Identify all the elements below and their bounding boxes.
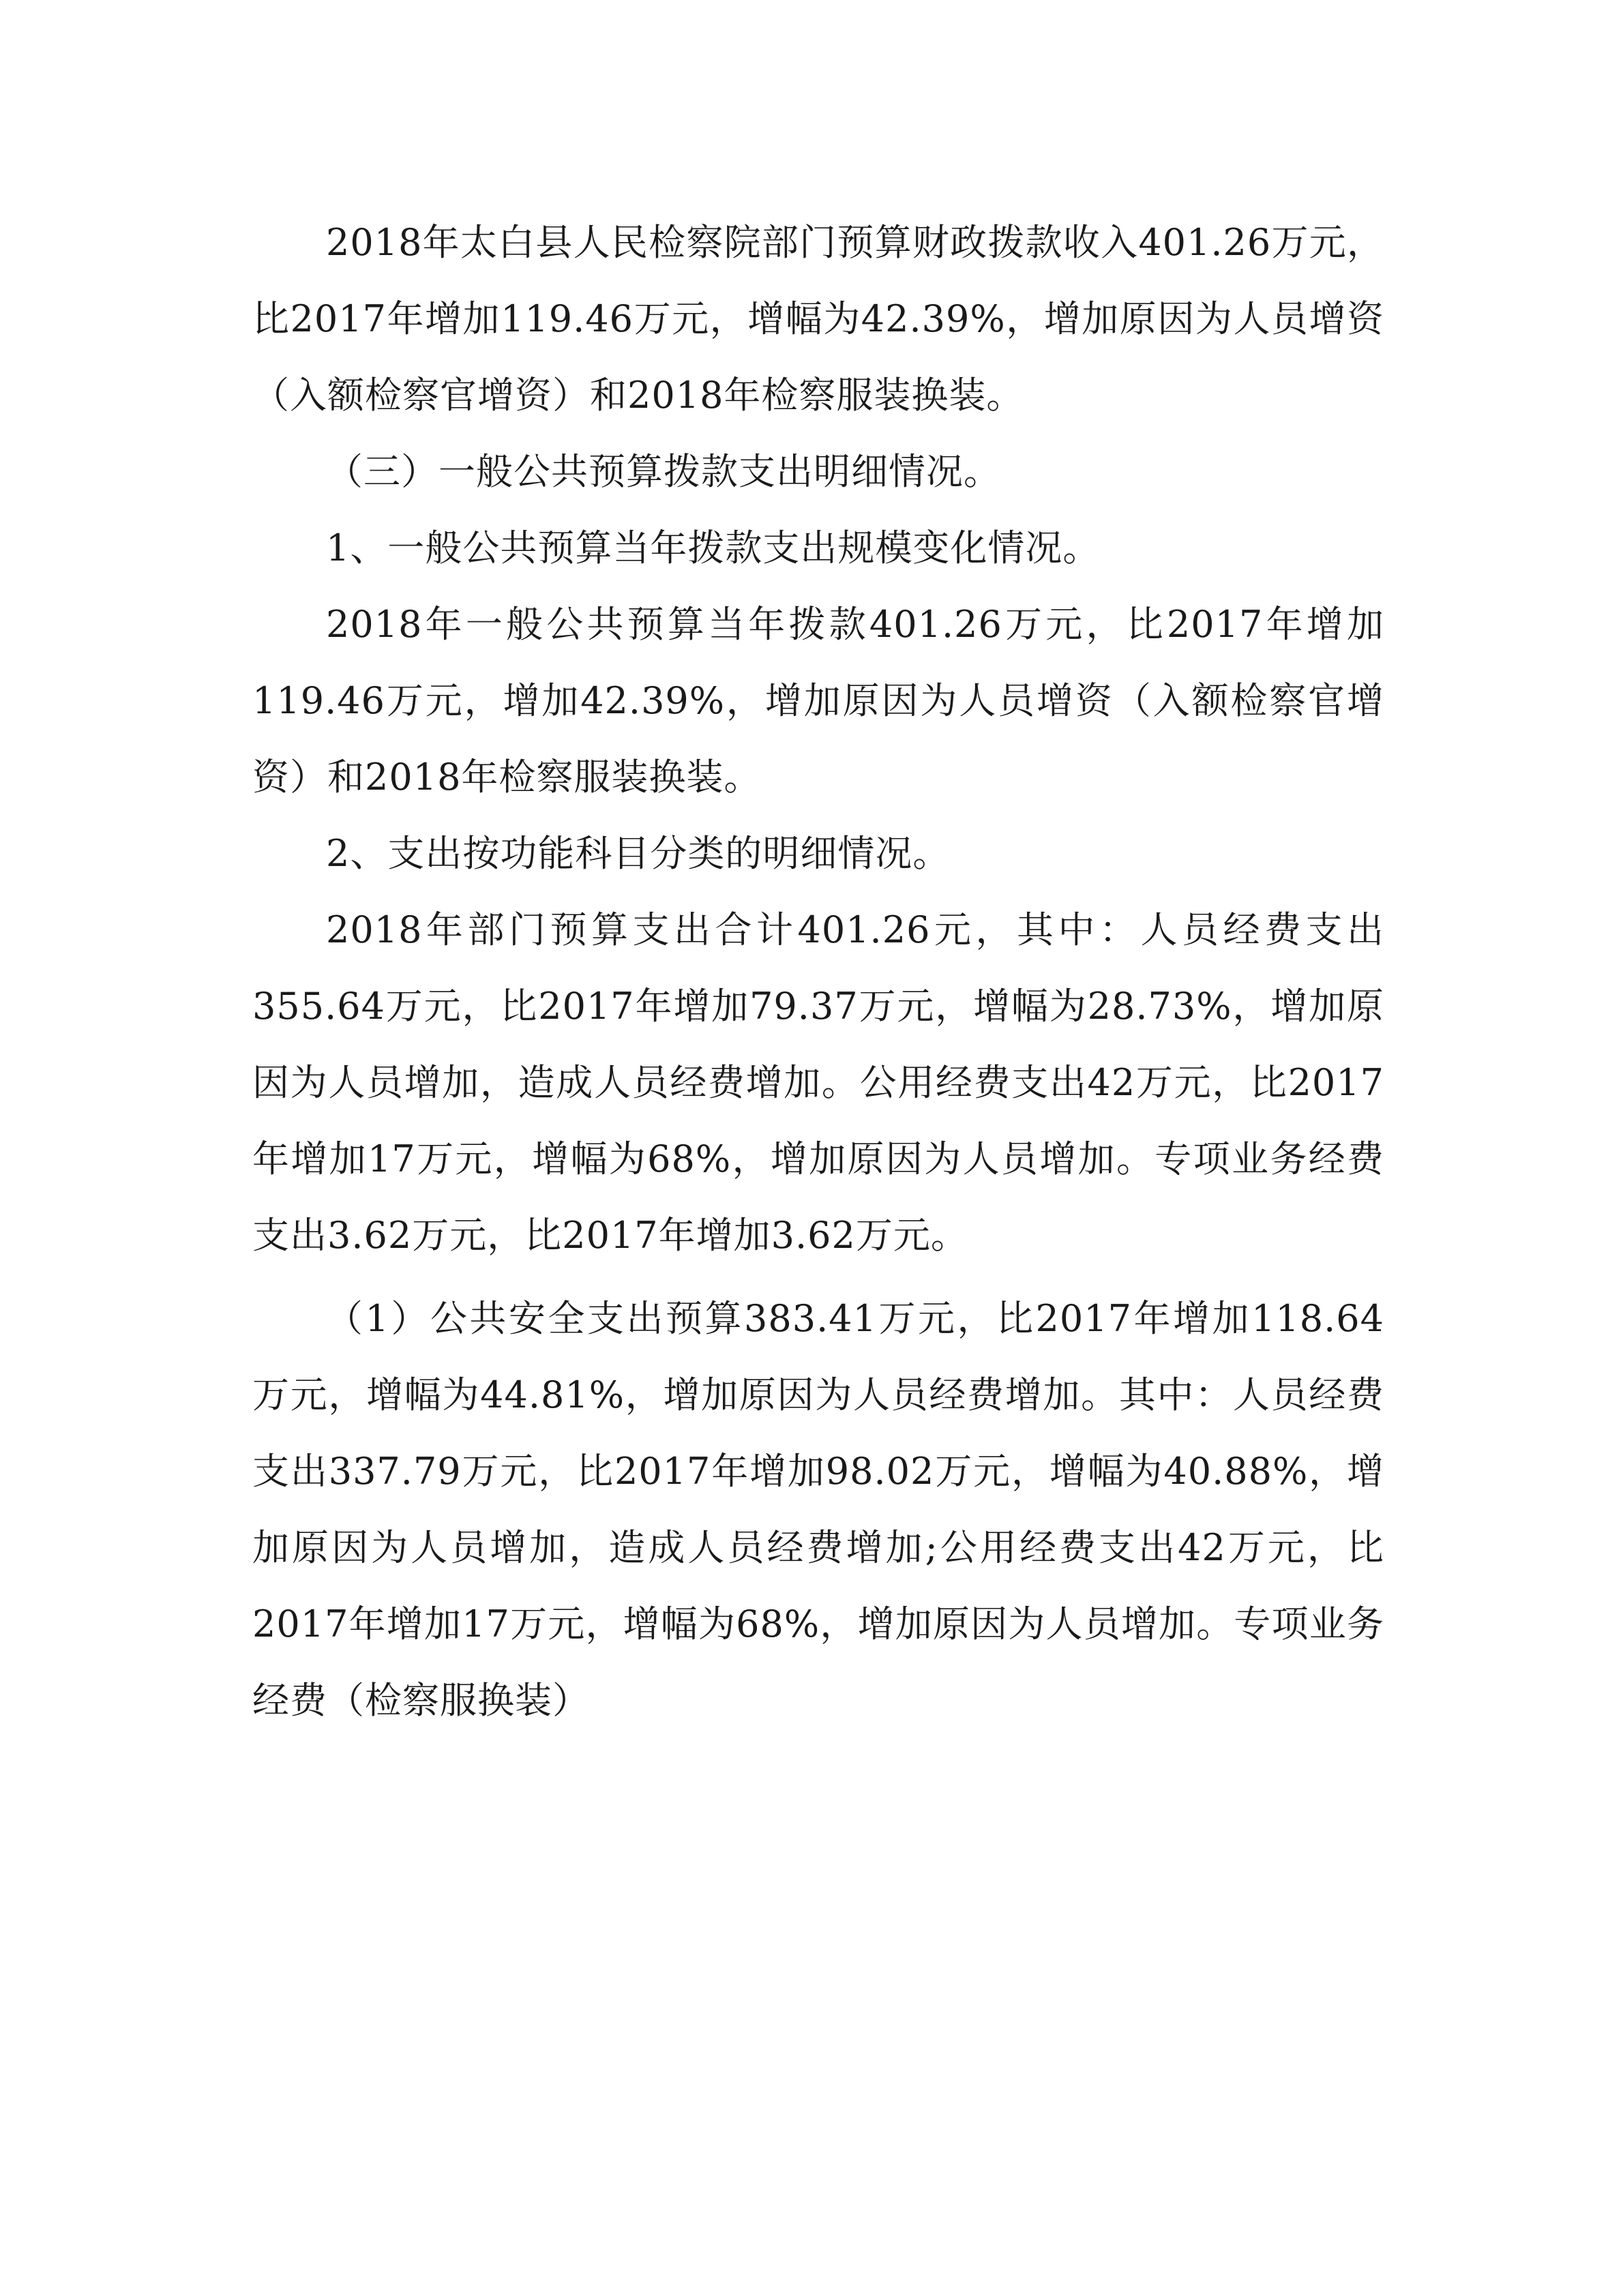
paragraph-total-expenditure: 2018年部门预算支出合计401.26元，其中：人员经费支出355.64万元，比2017年增加79.37万元，增幅为28.73%，增加原因为人员增加，造成人员经费增加。公用经费支出42万元，比2017年增加17万元，增幅为68%，增加原因为人员增加。专项业务经费支出3.62万元，比2017年增加3.62万元。: [252, 908, 1384, 1257]
document-body: [252, 205, 1384, 1739]
paragraph-current-year-appropriation: 2018年一般公共预算当年拨款401.26万元，比2017年增加119.46万元，增加42.39%，增加原因为人员增资（入额检察官增资）和2018年检察服装换装。: [252, 603, 1384, 799]
paragraph-public-security-expenditure: （1）公共安全支出预算383.41万元，比2017年增加118.64万元，增幅为44.81%，增加原因为人员经费增加。其中：人员经费支出337.79万元，比2017年增加98.02万元，增幅为40.88%，增加原因为人员增加，造成人员经费增加;公用经费支出42万元，比2017年增加17万元，增幅为68%，增加原因为人员增加。专项业务经费（检察服换装）: [252, 1297, 1384, 1722]
heading-general-budget-detail: （三）一般公共预算拨款支出明细情况。: [326, 450, 1001, 493]
heading-functional-classification: 2、支出按功能科目分类的明细情况。: [326, 832, 951, 875]
heading-scale-change: 1、一般公共预算当年拨款支出规模变化情况。: [326, 526, 1101, 569]
paragraph-budget-income: 2018年太白县人民检察院部门预算财政拨款收入401.26万元，比2017年增加119.46万元，增幅为42.39%，增加原因为人员增资（入额检察官增资）和2018年检察服装换装。: [252, 221, 1384, 417]
